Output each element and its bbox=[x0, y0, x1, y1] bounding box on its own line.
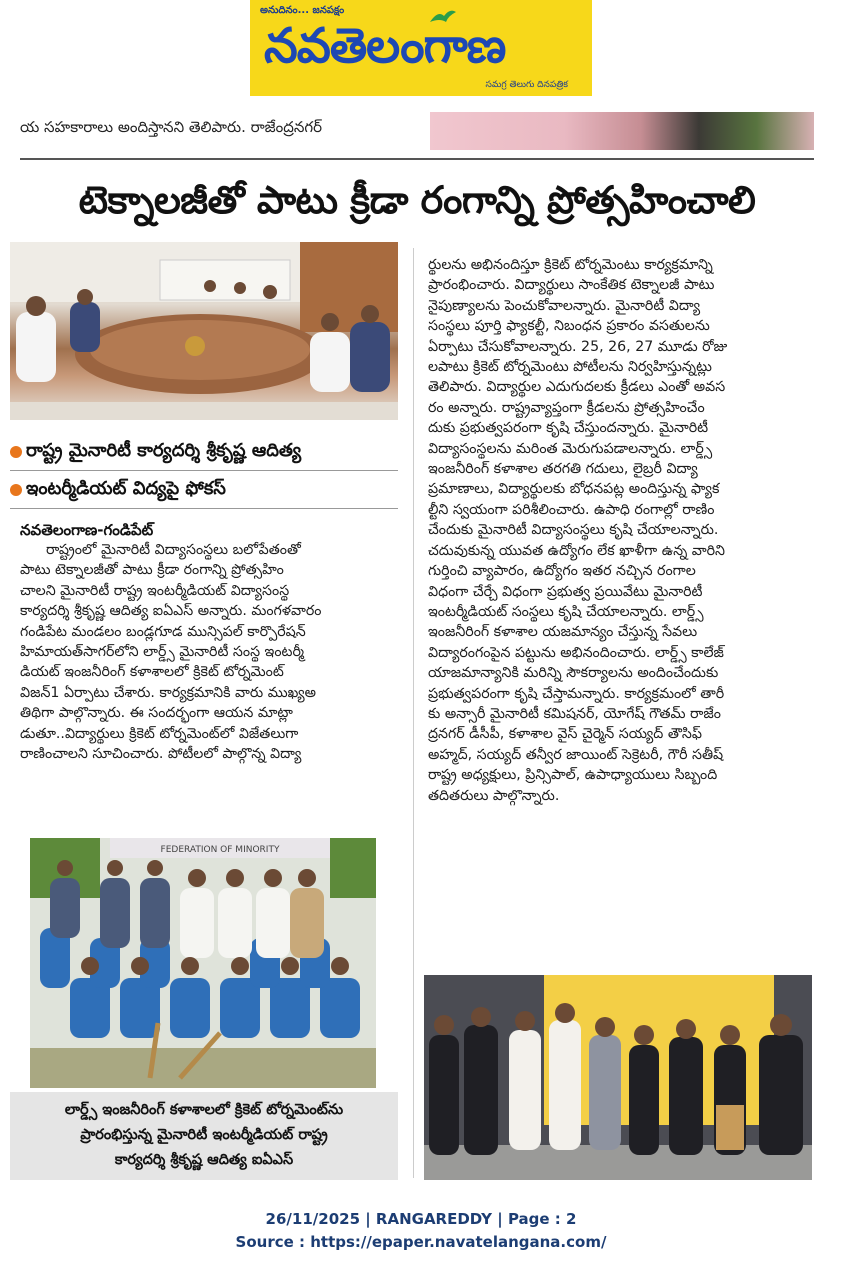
body-line: రాష్ట్రంలో మైనారిటీ విద్యాసంస్థలు బలోపేతంతో bbox=[46, 542, 301, 558]
body-line: కు అన్సారీ మైనారిటీ కమిషనర్, యోగేష్ గౌతమ్ రాజేం bbox=[428, 705, 721, 722]
subhead-bullet-icon bbox=[10, 484, 22, 496]
body-line: డుతూ..విద్యార్థులు క్రికెట్ టోర్నమెంట్‌లో విజేతలుగా bbox=[20, 725, 299, 742]
caption-line: కార్యదర్శి శ్రీకృష్ణ ఆదిత్య ఐఏఎస్ bbox=[114, 1152, 294, 1168]
article-body-right-column bbox=[428, 255, 814, 806]
body-line: ఏర్పాటు చేసుకోవాలన్నారు. 25, 26, 27 మూడు రోజు bbox=[428, 338, 728, 355]
body-line: పాటు టెక్నాలజీతో పాటు క్రీడా రంగాన్ని ప్రోత్సహిం bbox=[20, 562, 284, 579]
cricket-team-photo bbox=[30, 838, 376, 1088]
caption-line: ప్రారంభిస్తున్న మైనారిటీ ఇంటర్మీడియట్ రాష్ట్ర bbox=[80, 1127, 328, 1143]
body-line: లపాటు క్రికెట్ టోర్నమెంటు పోటీలను నిర్వహిస్తున్నట్లు bbox=[428, 359, 712, 376]
source-link[interactable]: Source : https://epaper.navatelangana.com/ bbox=[235, 1233, 607, 1251]
body-line: విద్యాసంస్థలను మరింత మెరుగుపడాలన్నారు. లార్డ్స్ bbox=[428, 440, 713, 457]
body-line: అహ్మద్, సయ్యద్ తన్వీర జాయింట్ సెక్రెటరీ, గౌరీ సతీష్ bbox=[428, 746, 724, 763]
subhead-minority-secretary: రాష్ట్ర మైనారిటీ కార్యదర్శి శ్రీకృష్ణ ఆదిత్య bbox=[26, 440, 302, 461]
body-line: హిమాయత్‌సాగర్‌లోని లార్డ్స్ మైనారిటీ సంస్థ ఇంటర్మీ bbox=[20, 644, 305, 661]
caption-line: లార్డ్స్ ఇంజనీరింగ్ కళాశాలలో క్రికెట్ టోర్నమెంట్‌ను bbox=[64, 1102, 344, 1118]
article-headline: టెక్నాలజీతో పాటు క్రీడా రంగాన్ని ప్రోత్సహించాలి bbox=[78, 178, 756, 222]
body-line: ప్రారంభించారు. విద్యార్థులు సాంకేతిక టెక్నాలజీ పాటు bbox=[428, 277, 715, 294]
masthead-tagline-bottom: సమగ్ర తెలుగు దినపత్రిక bbox=[485, 80, 568, 90]
photo-caption bbox=[10, 1092, 398, 1180]
column-divider bbox=[413, 248, 414, 1178]
masthead-tagline-top: అనుదినం... జనపక్షం bbox=[260, 5, 345, 16]
body-line: దుకు ప్రభుత్వపరంగా కృషి చేస్తుందన్నారు. మైనారిటీ bbox=[428, 420, 709, 437]
subhead-divider bbox=[10, 470, 398, 471]
body-line: విద్యారంగంపైన పట్టును అభినందించారు. లార్డ్స్ కాలేజ్ bbox=[428, 644, 724, 661]
cricket-team-photo-illustration bbox=[30, 838, 376, 1088]
section-divider bbox=[20, 158, 814, 160]
body-line: తదితరులు పాల్గొన్నారు. bbox=[428, 787, 560, 804]
body-line: తెలిపారు. విద్యార్థుల ఎదుగుదలకు క్రీడలు ఎంతో అవస bbox=[428, 379, 726, 396]
previous-article-text: య సహకారాలు అందిస్తానని తెలిపారు. రాజేంద్రనగర్ bbox=[20, 118, 323, 136]
body-line: చాలని మైనారిటీ రాష్ట్ర ఇంటర్మీడియట్ విద్యాసంస్థ bbox=[20, 582, 290, 599]
body-line: విజన్1 ఏర్పాటు చేశారు. కార్యక్రమానికి వారు ముఖ్యఅ bbox=[20, 684, 317, 701]
previous-article-photo bbox=[430, 112, 814, 150]
body-line: రాణించాలని సూచించారు. పోటీలలో పాల్గొన్న విద్యా bbox=[20, 746, 302, 763]
body-line: రం అన్నారు. రాష్ట్రవ్యాప్తంగా క్రీడలను ప్రోత్సహించేం bbox=[428, 399, 705, 416]
body-line: ల్టీని స్వయంగా పరిశీలించారు. ఉపాధి రంగాల్లో రాణిం bbox=[428, 501, 715, 518]
body-line: గుర్తించి వ్యాపారం, ఉద్యోగం ఇతర నచ్చిన రంగాల bbox=[428, 563, 696, 580]
body-line: ద్రనగర్ డీసీపీ, కళాశాల వైస్ చైర్మెన్ సయ్యద్ తౌసిఫ్ bbox=[428, 726, 702, 743]
body-line: రాష్ట్ర అధ్యక్షులు, ప్రిన్సిపాల్, ఉపాధ్యాయులు సిబ్బంది bbox=[428, 767, 718, 784]
subhead-bullet-icon bbox=[10, 446, 22, 458]
banner-text: FEDERATION OF MINORITY bbox=[160, 845, 280, 855]
body-line: కార్యదర్శి శ్రీకృష్ణ ఆదిత్య ఐఏఎస్ అన్నారు. మంగళవారం bbox=[20, 603, 322, 620]
body-line: ఇంటర్మీడియట్ సంస్థలు కృషి చేయాలన్నారు. లార్డ్స్ bbox=[428, 603, 704, 620]
meeting-photo bbox=[10, 242, 398, 420]
body-line: తిథిగా పాల్గొన్నారు. ఈ సందర్భంగా ఆయన మాట్లా bbox=[20, 705, 293, 722]
body-line: యాజమాన్యానికి మరిన్ని సౌకర్యాలను అందించేందుకు bbox=[428, 665, 719, 682]
body-line: ఇంజనీరింగ్ కళాశాల తరగతి గదులు, లైబ్రరీ విద్యా bbox=[428, 461, 698, 478]
newspaper-logo: నవతెలంగాణ bbox=[264, 18, 506, 74]
body-line: డియట్ ఇంజనీరింగ్ కళాశాలలో క్రికెట్ టోర్నమెంట్ bbox=[20, 664, 284, 681]
body-line: గండిపేట మండలం బండ్లగూడ మున్సిపల్ కార్పొరేషన్ bbox=[20, 623, 306, 640]
article-dateline: నవతెలంగాణ-గండిపేట్ bbox=[20, 521, 154, 539]
body-line: ప్రభుత్వపరంగా కృషి చేస్తామన్నారు. కార్యక్రమంలో తారీ bbox=[428, 685, 725, 702]
body-line: సంస్థలు పూర్తి ఫ్యాకల్టీ, నిబంధన ప్రకారం వసతులను bbox=[428, 318, 710, 335]
meeting-photo-illustration bbox=[10, 242, 398, 420]
body-line: నైపుణ్యాలను పెంచుకోవాలన్నారు. మైనారిటీ విద్యా bbox=[428, 297, 701, 314]
masthead bbox=[250, 0, 592, 96]
subhead-intermediate-focus: ఇంటర్మీడియట్ విద్యపై ఫోకస్ bbox=[26, 478, 226, 499]
body-line: విధంగా చేర్చే విధంగా ప్రభుత్వ ప్రయివేటు మైనారిటీ bbox=[428, 583, 703, 600]
edition-info: 26/11/2025 | RANGAREDDY | Page : 2 bbox=[265, 1210, 577, 1228]
article-body-left-column bbox=[20, 540, 402, 764]
body-line: ర్థులను అభినందిస్తూ క్రికెట్ టోర్నమెంటు కార్యక్రమాన్ని bbox=[428, 257, 713, 273]
body-line: ప్రమాణాలు, విద్యార్థులకు బోధనపట్ల అందిస్తున్న ఫ్యాక bbox=[428, 481, 720, 498]
subhead-divider bbox=[10, 508, 398, 509]
group-photo bbox=[424, 975, 812, 1180]
group-photo-illustration bbox=[424, 975, 812, 1180]
body-line: ఇంజనీరింగ్ కళాశాల యజమాన్యం చేస్తున్న సేవలు bbox=[428, 624, 698, 641]
body-line: చేందుకు మైనారిటీ విద్యాసంస్థలు కృషి చేయాలన్నారు. bbox=[428, 522, 719, 539]
body-line: చదువుకున్న యువత ఉద్యోగం లేక ఖాళీగా ఉన్న వారిని bbox=[428, 542, 725, 559]
